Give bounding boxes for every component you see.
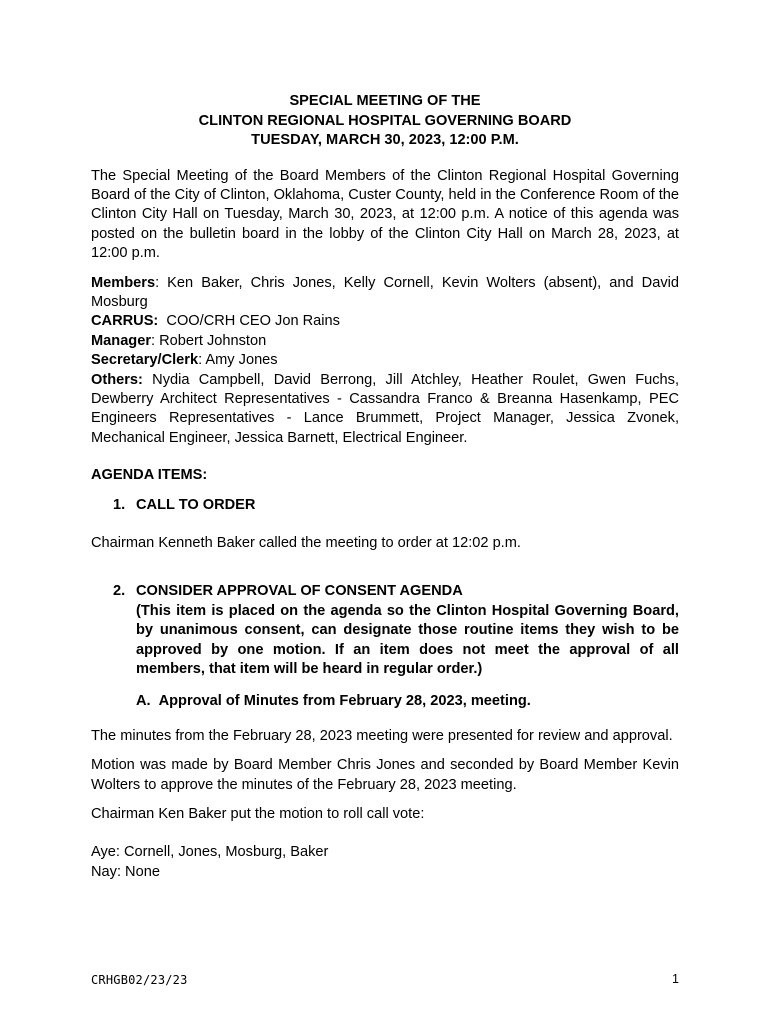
vote-intro: Chairman Ken Baker put the motion to roll call vote: [91, 806, 425, 823]
title-line-1: SPECIAL MEETING OF THE [289, 93, 481, 109]
members-label: Members [91, 274, 156, 291]
carrus-value: COO/CRH CEO Jon Rains [158, 313, 340, 330]
sub-item-a [91, 692, 679, 711]
carrus-label: CARRUS: [91, 313, 159, 330]
manager-label: Manager [91, 332, 152, 349]
meeting-title [91, 92, 679, 151]
minutes-paragraph: The minutes from the February 28, 2023 meeting were presented for review and approval. [91, 727, 673, 744]
others-line [91, 371, 679, 449]
manager-line [91, 332, 679, 351]
clerk-line [91, 351, 679, 370]
others-label: Others: [91, 371, 143, 388]
item-title: CONSIDER APPROVAL OF CONSENT AGENDA [136, 583, 463, 600]
vote-results [91, 843, 679, 882]
item-number: 2. [113, 583, 126, 600]
clerk-label: Secretary/Clerk [91, 352, 199, 369]
members-line [91, 274, 679, 313]
aye-line: Aye: Cornell, Jones, Mosburg, Baker [91, 844, 329, 861]
title-line-2: CLINTON REGIONAL HOSPITAL GOVERNING BOARD [198, 112, 572, 129]
agenda-heading: AGENDA ITEMS: [91, 467, 208, 484]
intro-paragraph: The Special Meeting of the Board Members of the Clinton Regional Hospital Governing Board of the City of Clinton, Oklahoma, Custer County, held in the Conference Room of the Clinton City Hall on Tuesday, March 30, 2023, at 12:00 p.m. A notice of this agenda was posted on the bulletin board in the lobby of the Clinton City Hall on March 28, 2023, at 12:00 p.m. [91, 167, 679, 262]
others-value: Nydia Campbell, David Berrong, Jill Atchley, Heather Roulet, Gwen Fuchs, Dewberry Architect Representatives - Cassandra Franco & Breanna Hasenkamp, PEC Engineers Representatives - Lance Brummett, Project Manager, Jessica Zvonek, Mechanical Engineer, Jessica Barnett, Electrical Engineer. [91, 371, 679, 446]
footer-code: CRHGB02/23/23 [91, 973, 188, 987]
document-page [91, 92, 679, 882]
attendance-block [91, 274, 679, 449]
page-number: 1 [672, 972, 679, 986]
title-line-3: TUESDAY, MARCH 30, 2023, 12:00 P.M. [251, 132, 519, 148]
members-value: : Ken Baker, Chris Jones, Kelly Cornell, Kevin Wolters (absent), and David Mosburg [91, 274, 679, 310]
motion-paragraph: Motion was made by Board Member Chris Jones and seconded by Board Member Kevin Wolters to approve the minutes of the February 28, 2023 meeting. [91, 757, 679, 793]
call-to-order-text: Chairman Kenneth Baker called the meeting to order at 12:02 p.m. [91, 535, 521, 551]
agenda-item-1 [91, 496, 679, 515]
item-note: (This item is placed on the agenda so the Clinton Hospital Governing Board, by unanimous consent, can designate those routine items they wish to be approved by one motion. If an item does not meet the approval of all members, that item will be heard in regular order.) [136, 602, 679, 678]
sub-item-title: Approval of Minutes from February 28, 2023, meeting. [158, 693, 531, 710]
agenda-item-2 [91, 582, 679, 679]
carrus-line [91, 312, 679, 331]
manager-value: : Robert Johnston [151, 332, 267, 349]
clerk-value: : Amy Jones [198, 352, 278, 369]
item-number: 1. [113, 496, 126, 513]
nay-line: Nay: None [91, 863, 160, 880]
sub-item-letter: A. [136, 693, 151, 710]
item-title: CALL TO ORDER [136, 496, 256, 513]
